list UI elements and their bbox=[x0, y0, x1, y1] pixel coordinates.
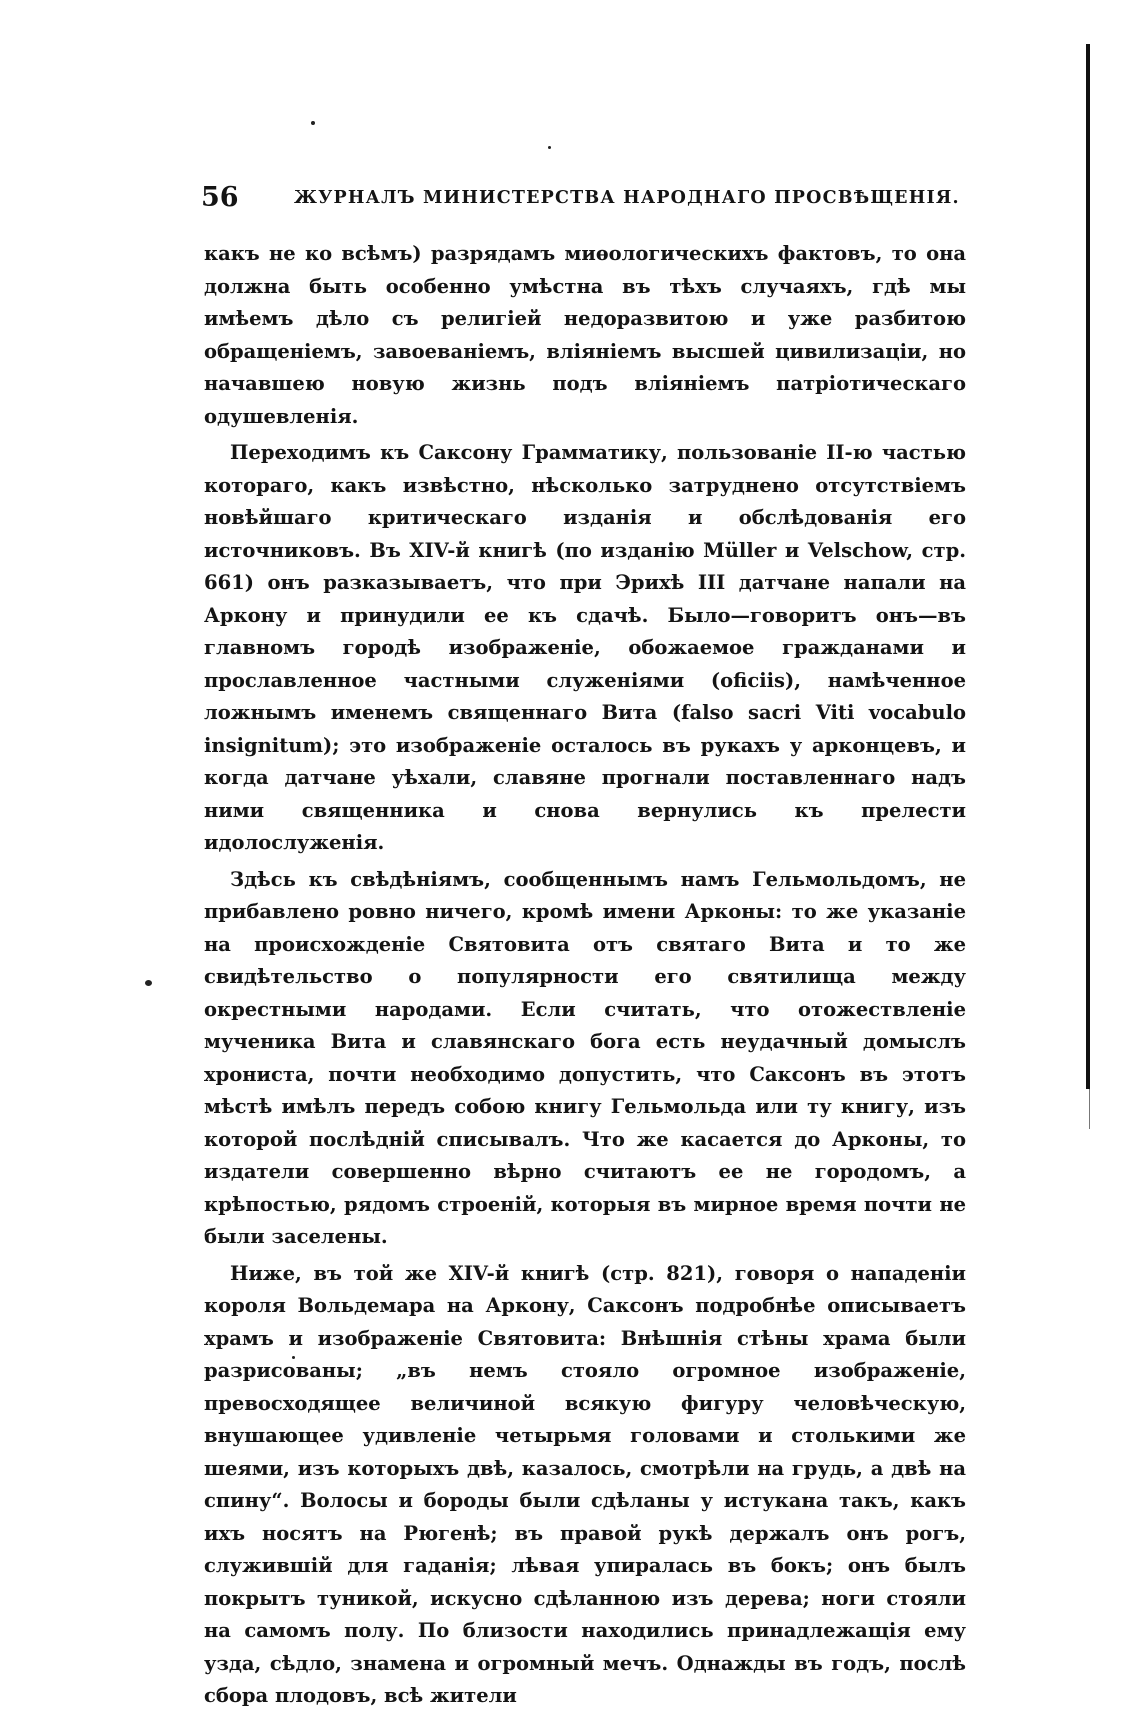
page-header bbox=[201, 182, 971, 216]
paragraph: Ниже, въ той же XIV-й книгѣ (стр. 821), говоря о нападеніи короля Вольдемара на Аркону, Саксонъ подробнѣе описываетъ храмъ и изображеніе Святовита: Внѣшнія стѣны храма были разрисованы; „въ немъ стояло огромное изображеніе, превосходящее величиной всякую фигуру человѣческую, внушающее удивленіе четырьмя головами и столькими же шеями, изъ которыхъ двѣ, казалось, смотрѣли на грудь, а двѣ на спину“. Волосы и бороды были сдѣланы у истукана такъ, какъ ихъ носятъ на Рюгенѣ; въ правой рукѣ держалъ онъ рогъ, служившій для гаданія; лѣвая упиралась въ бокъ; онъ былъ покрытъ туникой, искусно сдѣланною изъ дерева; ноги стояли на самомъ полу. По близости находились принадлежащія ему узда, сѣдло, знамена и огромный мечъ. Однажды въ годъ, послѣ сбора плодовъ, всѣ жители bbox=[204, 1261, 966, 1707]
scan-speck bbox=[311, 121, 315, 125]
scan-speck bbox=[145, 980, 152, 986]
paragraph-continued: какъ не ко всѣмъ) разрядамъ миѳологическихъ фактовъ, то она должна быть особенно умѣстна въ тѣхъ случаяхъ, гдѣ мы имѣемъ дѣло съ религіей недоразвитою и уже разбитою обращеніемъ, завоеваніемъ, вліяніемъ высшей цивилизаціи, но начавшею новую жизнь подъ вліяніемъ патріотическаго одушевленія. bbox=[204, 242, 966, 428]
paragraph: Переходимъ къ Саксону Грамматику, пользованіе II-ю частью котораго, какъ извѣстно, нѣсколько затруднено отсутствіемъ новѣйшаго критическаго изданія и обслѣдованія его источниковъ. Въ XIV-й книгѣ (по изданію Müller и Velschow, стр. 661) онъ разказываетъ, что при Эрихѣ III датчане напали на Аркону и принудили ее къ сдачѣ. Было—говоритъ онъ—въ главномъ городѣ изображеніе, обожаемое гражданами и прославленное частными служеніями (oficiis), намѣченное ложнымъ именемъ священнаго Вита (falso sacri Viti vocabulo insignitum); это изображеніе осталось въ рукахъ у арконцевъ, и когда датчане уѣхали, славяне прогнали поставленнаго надъ ними священника и снова вернулись къ прелести идолослуженія. bbox=[204, 441, 966, 854]
paragraph: Здѣсь къ свѣдѣніямъ, сообщеннымъ намъ Гельмольдомъ, не прибавлено ровно ничего, кромѣ имени Арконы: то же указаніе на происхожденіе Святовита отъ святаго Вита и то же свидѣтельство о популярности его святилища между окрестными народами. Если считать, что отожествленіе мученика Вита и славянскаго бога есть неудачный домыслъ хрониста, почти необходимо допустить, что Саксонъ въ этотъ мѣстѣ имѣлъ передъ собою книгу Гельмольда или ту книгу, изъ которой послѣдній списывалъ. Что же касается до Арконы, то издатели совершенно вѣрно считаютъ ее не городомъ, а крѣпостью, рядомъ строеній, которыя въ мирное время почти не были заселены. bbox=[204, 867, 966, 1248]
page-edge-shadow bbox=[1086, 44, 1090, 1089]
page-number: 56 bbox=[201, 182, 239, 213]
body-text bbox=[204, 238, 966, 1717]
page-edge-shadow-tail bbox=[1089, 1089, 1090, 1129]
scan-speck bbox=[548, 146, 551, 149]
running-title: ЖУРНАЛЪ МИНИСТЕРСТВА НАРОДНАГО ПРОСВѢЩЕНІЯ. bbox=[294, 188, 960, 208]
